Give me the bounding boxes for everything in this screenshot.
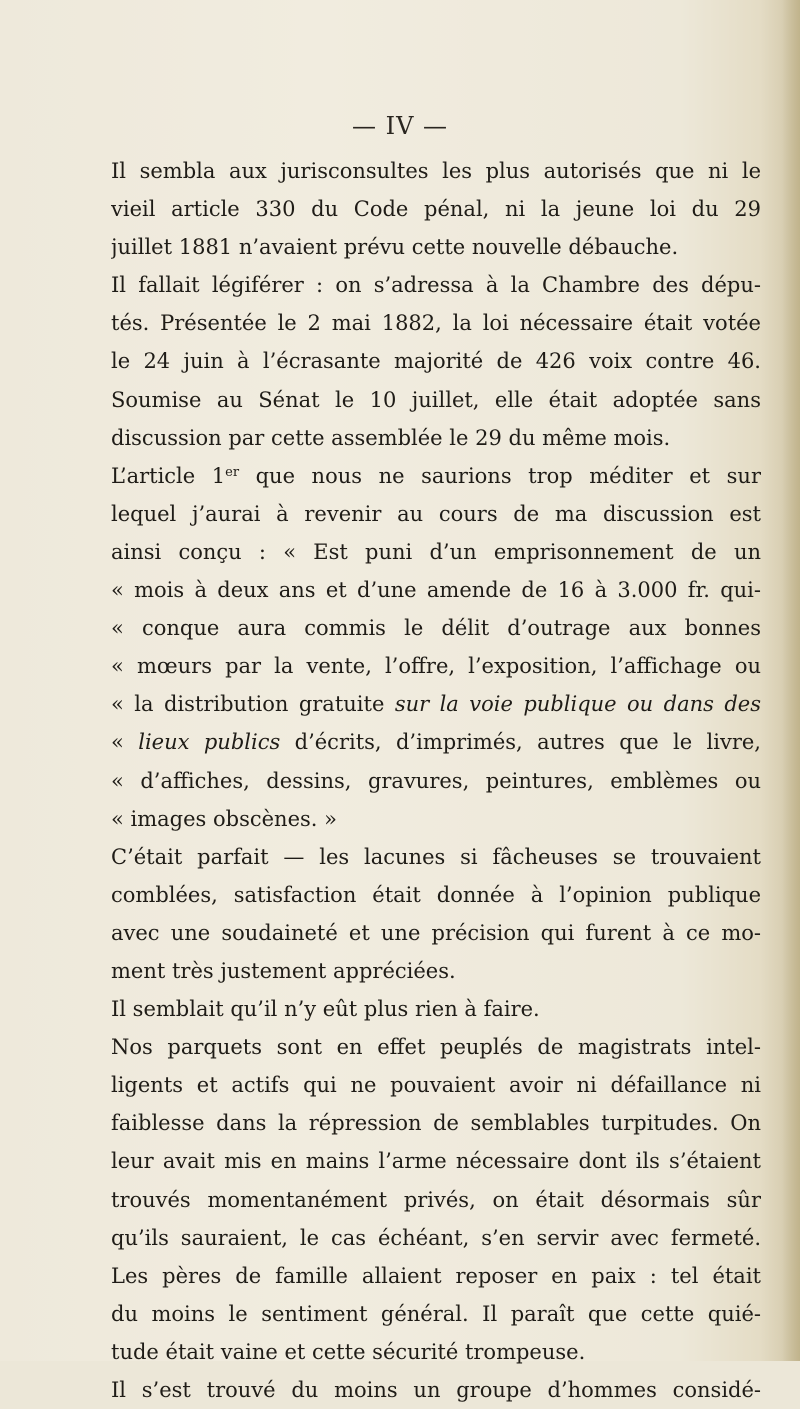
text-line: tés. Présentée le 2 mai 1882, la loi nécessaire était votée	[111, 311, 761, 336]
text-line: avec une soudaineté et une précision qui furent à ce mo-	[111, 920, 761, 945]
text-line: vieil article 330 du Code pénal, ni la jeune loi du 29	[111, 197, 761, 222]
text-line: du moins le sentiment général. Il paraît que cette quié-	[111, 1301, 761, 1326]
text-line: « images obscènes. »	[111, 806, 337, 831]
text-run: d’écrits, d’imprimés, autres que le livre,	[280, 730, 761, 755]
text-line: ligents et actifs qui ne pouvaient avoir ni défaillance ni	[111, 1073, 761, 1098]
text-line: « mœurs par la vente, l’offre, l’exposition, l’affichage ou	[111, 654, 761, 679]
text-line: ment très justement appréciées.	[111, 958, 456, 983]
text-line: « mois à deux ans et d’une amende de 16 à 3.000 fr. qui-	[111, 578, 761, 603]
text-line: lequel j’aurai à revenir au cours de ma discussion est	[111, 501, 761, 526]
italic-text: sur la voie publique ou dans des	[394, 692, 761, 717]
text-run: « la distribution gratuite	[111, 692, 395, 717]
text-line	[111, 457, 761, 495]
superscript: er	[225, 464, 240, 480]
text-line: Soumise au Sénat le 10 juillet, elle était adoptée sans	[111, 387, 761, 412]
text-line: Il sembla aux jurisconsultes les plus autorisés que ni le	[111, 159, 761, 183]
text-run: «	[111, 730, 139, 755]
text-line	[111, 685, 761, 723]
text-line: leur avait mis en mains l’arme nécessaire dont ils s’étaient	[111, 1149, 761, 1174]
text-line: Il fallait légiférer : on s’adressa à la Chambre des dépu-	[111, 273, 761, 298]
text-line: discussion par cette assemblée le 29 du même mois.	[111, 425, 671, 450]
text-line: tude était vaine et cette sécurité trompeuse.	[111, 1339, 586, 1364]
text-line: Il s’est trouvé du moins un groupe d’hommes considé-	[111, 1378, 761, 1402]
text-line: le 24 juin à l’écrasante majorité de 426 voix contre 46.	[111, 349, 761, 374]
text-run: L’article 1	[111, 463, 226, 488]
text-line: juillet 1881 n’avaient prévu cette nouvelle débauche.	[111, 235, 679, 260]
text-line: Il semblait qu’il n’y eût plus rien à faire.	[111, 997, 540, 1022]
italic-text: lieux publics	[138, 730, 281, 755]
text-line: Les pères de famille allaient reposer en paix : tel était	[111, 1263, 761, 1288]
page-edge-shadow	[782, 0, 800, 1361]
text-line: qu’ils sauraient, le cas échéant, s’en servir avec fermeté.	[111, 1225, 761, 1250]
text-line: C’était parfait — les lacunes si fâcheuses se trouvaient	[111, 844, 761, 869]
text-run: que nous ne saurions trop méditer et sur	[239, 463, 761, 488]
text-line: comblées, satisfaction était donnée à l’opinion publique	[111, 882, 761, 907]
page-number: — IV —	[351, 112, 449, 140]
text-line: trouvés momentanément privés, on était désormais sûr	[111, 1187, 761, 1212]
text-line: « d’affiches, dessins, gravures, peintures, emblèmes ou	[111, 768, 761, 793]
text-line: faiblesse dans la répression de semblables turpitudes. On	[111, 1111, 761, 1136]
text-line	[111, 723, 761, 761]
text-line: « conque aura commis le délit d’outrage aux bonnes	[111, 616, 761, 641]
body-text	[111, 152, 761, 1409]
text-line: ainsi conçu : « Est puni d’un emprisonnement de un	[111, 539, 761, 564]
text-line: Nos parquets sont en effet peuplés de magistrats intel-	[111, 1035, 761, 1060]
